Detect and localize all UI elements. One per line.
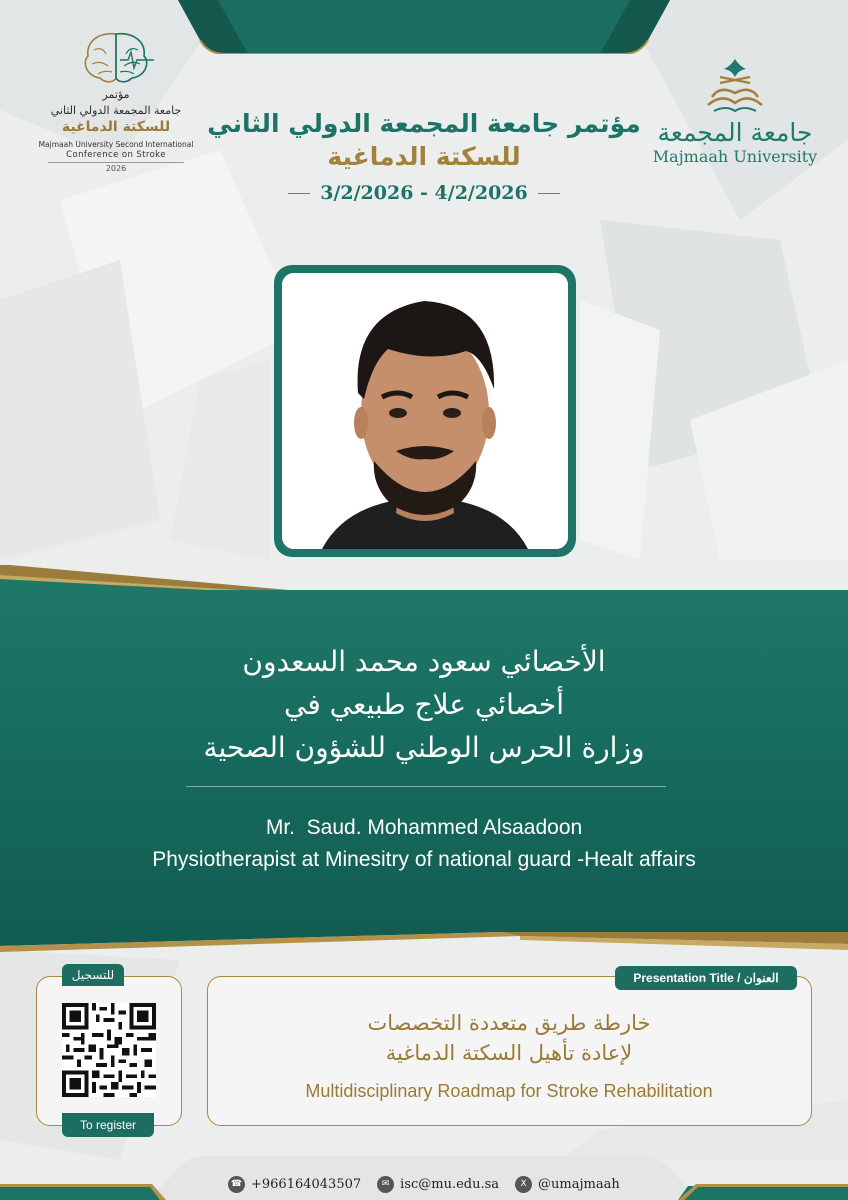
register-label-arabic: للتسجيل bbox=[62, 964, 124, 986]
logo-left-conference-word: مؤتمر bbox=[102, 88, 130, 101]
logo-left-year: 2026 bbox=[48, 162, 184, 173]
speaker-arabic-block bbox=[80, 640, 768, 769]
university-name-arabic: جامعة المجمعة bbox=[657, 118, 813, 147]
qr-code[interactable] bbox=[62, 1003, 156, 1097]
logo-left-stroke-line: للسكتة الدماغية bbox=[61, 119, 171, 135]
speaker-name-english: Mr. Saud. Mohammed Alsaadoon bbox=[265, 816, 583, 839]
x-logo-icon: X bbox=[515, 1176, 532, 1193]
top-banner bbox=[178, 0, 670, 54]
speaker-name-arabic: الأخصائي سعود محمد السعدون bbox=[242, 645, 606, 678]
x-handle: @umajmaah bbox=[538, 1176, 620, 1192]
presentation-title-tab: Presentation Title / العنوان bbox=[615, 966, 797, 990]
presentation-title-arabic bbox=[220, 1008, 798, 1068]
speaker-photo-frame bbox=[274, 265, 576, 557]
register-label-english: To register bbox=[62, 1113, 154, 1137]
university-emblem-icon bbox=[700, 55, 770, 121]
contact-phone[interactable] bbox=[228, 1176, 361, 1193]
conference-logo bbox=[36, 30, 196, 180]
contact-info bbox=[228, 1171, 628, 1197]
logo-left-university-line: جامعة المجمعة الدولي الثاني bbox=[50, 104, 182, 117]
speaker-photo bbox=[282, 273, 568, 549]
conference-header bbox=[200, 108, 648, 204]
email-address: isc@mu.edu.sa bbox=[400, 1176, 500, 1192]
brain-icon bbox=[76, 30, 156, 86]
contact-email[interactable] bbox=[377, 1176, 499, 1193]
date-range: 3/2/2026 - 4/2/2026 bbox=[320, 182, 528, 204]
presentation-title-arabic-line1: خارطة طريق متعددة التخصصات bbox=[367, 1011, 651, 1035]
speaker-divider bbox=[186, 786, 666, 787]
presentation-title-english: Multidisciplinary Roadmap for Stroke Rehabilitation bbox=[305, 1081, 713, 1101]
phone-number: +966164043507 bbox=[251, 1176, 362, 1192]
gold-ribbon-bottom bbox=[0, 926, 848, 956]
university-logo bbox=[640, 55, 830, 175]
conference-dates bbox=[200, 182, 648, 204]
conference-title-line1: مؤتمر جامعة المجمعة الدولي الثاني bbox=[207, 109, 641, 138]
speaker-role-english: Physiotherapist at Minesitry of national guard -Healt affairs bbox=[152, 848, 696, 871]
presentation-title-arabic-line2: لإعادة تأهيل السكتة الدماغية bbox=[385, 1041, 633, 1065]
logo-left-en-line1: Majmaah University Second International bbox=[38, 140, 194, 149]
speaker-english-block bbox=[60, 812, 788, 876]
contact-x[interactable] bbox=[515, 1176, 620, 1193]
phone-icon: ☎ bbox=[228, 1176, 245, 1193]
date-dash-right bbox=[538, 193, 560, 194]
university-name-english: Majmaah University bbox=[652, 147, 818, 166]
conference-title-line2: للسكتة الدماغية bbox=[327, 142, 521, 171]
date-dash-left bbox=[288, 193, 310, 194]
logo-left-en-line2: Conference on Stroke bbox=[66, 150, 166, 160]
speaker-org-arabic: وزارة الحرس الوطني للشؤون الصحية bbox=[203, 731, 645, 764]
email-icon: ✉ bbox=[377, 1176, 394, 1193]
speaker-role-arabic: أخصائي علاج طبيعي في bbox=[284, 688, 564, 721]
